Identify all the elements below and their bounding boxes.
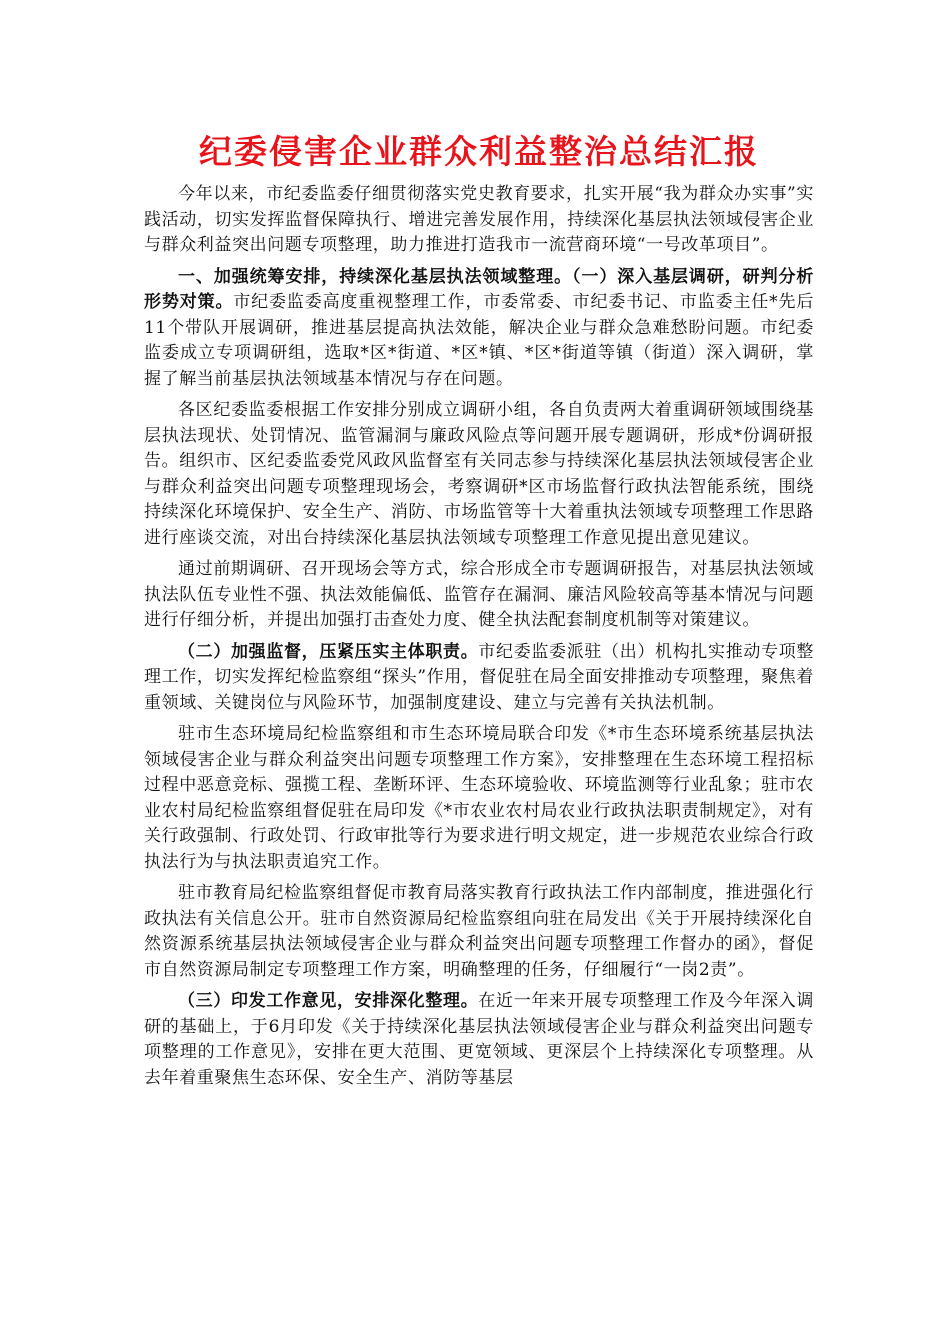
paragraph-text: 各区纪委监委根据工作安排分别成立调研小组，各自负责两大着重调研领域围绕基层执法现状、处罚情况、监管漏洞与廉政风险点等问题开展专题调研，形成*份调研报告。组织市、区纪委监委党风政风监督室有关同志参与持续深化基层执法领域侵害企业与群众利益突出问题专项整理现场会，考察调研*区市场监督行政执法智能系统，围绕持续深化环境保护、安全生产、消防、市场监管等十大着重执法领域专项整理工作思路进行座谈交流，对出台持续深化基层执法领域专项整理工作意见提出意见建议。 bbox=[144, 400, 814, 548]
section-heading: （二）加强监督，压紧压实主体职责。 bbox=[178, 641, 479, 662]
paragraph-text: 在近一年来开展专项整理工作及今年深入调研的基础上，于6月印发《关于持续深化基层执法领域侵害企业与群众利益突出问题专项整理的工作意见》，安排在更大范围、更宽领域、更深层个上持续深化专项整理。从去年着重聚焦生态环保、安全生产、消防等基层 bbox=[144, 991, 815, 1088]
document-page bbox=[144, 130, 814, 1097]
paragraph-text: 驻市教育局纪检监察组督促市教育局落实教育行政执法工作内部制度，推进强化行政执法有关信息公开。驻市自然资源局纪检监察组向驻在局发出《关于开展持续深化自然资源系统基层执法领域侵害企业与群众利益突出问题专项整理工作督办的函》，督促市自然资源局制定专项整理工作方案，明确整理的任务，仔细履行“一岗2责”。 bbox=[144, 883, 814, 980]
paragraph-section-2 bbox=[144, 640, 814, 717]
document-title: 纪委侵害企业群众利益整治总结汇报 bbox=[199, 132, 759, 171]
paragraph-research-report bbox=[144, 557, 814, 634]
section-heading: （三）印发工作意见，安排深化整理。 bbox=[178, 991, 479, 1011]
paragraph-intro bbox=[144, 182, 814, 259]
paragraph-text: 市纪委监委派驻（出）机构扎实推动专项整理工作，切实发挥纪检监察组“探头”作用，督促驻在局全面安排推动专项整理，聚焦着重领域、关键岗位与风险环节，加强制度建设、建立与完善有关执法机制。 bbox=[144, 641, 815, 713]
paragraph-education-resources bbox=[144, 881, 814, 983]
paragraph-section-1 bbox=[144, 265, 814, 393]
section-heading: 一、加强统筹安排，持续深化基层执法领域整理。（一）深入基层调研，研判分析形势对策。 bbox=[144, 266, 814, 312]
paragraph-ecology-agriculture bbox=[144, 722, 814, 875]
paragraph-district-research bbox=[144, 398, 814, 551]
paragraph-text: 通过前期调研、召开现场会等方式，综合形成全市专题调研报告，对基层执法领域执法队伍专业性不强、执法效能偏低、监管存在漏洞、廉洁风险较高等基本情况与问题进行仔细分析，并提出加强打击查处力度、健全执法配套制度机制等对策建议。 bbox=[144, 559, 814, 630]
paragraph-text: 市纪委监委高度重视整理工作，市委常委、市纪委书记、市监委主任*先后11个带队开展调研，推进基层提高执法效能，解决企业与群众急难愁盼问题。市纪委监委成立专项调研组，选取*区*街道、*区*镇、*区*街道等镇（街道）深入调研，掌握了解当前基层执法领域基本情况与存在问题。 bbox=[144, 292, 814, 389]
paragraph-text: 驻市生态环境局纪检监察组和市生态环境局联合印发《*市生态环境系统基层执法领域侵害企业与群众利益突出问题专项整理工作方案》，安排整理在生态环境工程招标过程中恶意竞标、强揽工程、垄断环评、生态环境验收、环境监测等行业乱象；驻市农业农村局纪检监察组督促驻在局印发《*市农业农村局农业行政执法职责制规定》，对有关行政强制、行政处罚、行政审批等行为要求进行明文规定，进一步规范农业综合行政执法行为与执法职责追究工作。 bbox=[144, 724, 814, 872]
paragraph-section-3 bbox=[144, 989, 814, 1091]
paragraph-text: 今年以来，市纪委监委仔细贯彻落实党史教育要求，扎实开展“我为群众办实事”实践活动，切实发挥监督保障执行、增进完善发展作用，持续深化基层执法领域侵害企业与群众利益突出问题专项整理，助力推进打造我市一流营商环境“一号改革项目”。 bbox=[144, 184, 814, 255]
